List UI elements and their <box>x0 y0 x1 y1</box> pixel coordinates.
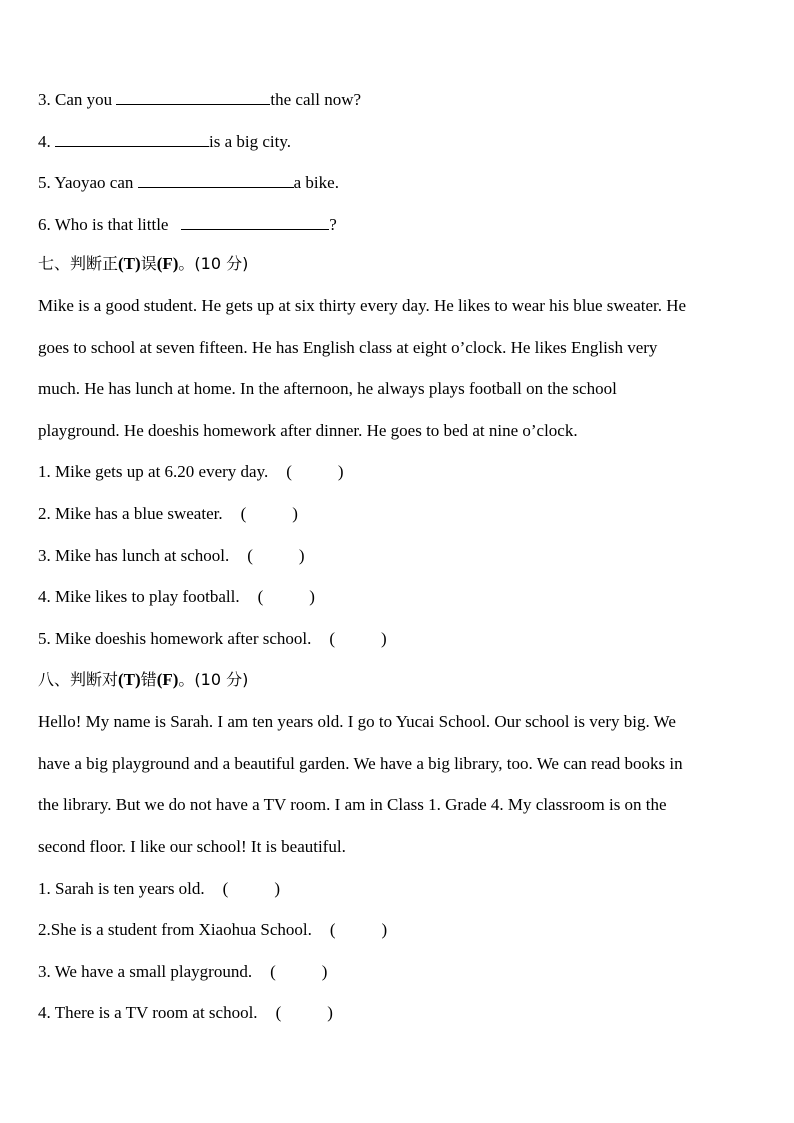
fill-blank-prefix: 4. <box>38 132 55 151</box>
passage-line: goes to school at seven fifteen. He has English class at eight o’clock. He likes English very <box>38 338 658 357</box>
section-7-heading <box>38 254 758 274</box>
tf-question <box>38 504 758 524</box>
tf-question <box>38 587 758 607</box>
fill-blank-prefix: 5. Yaoyao can <box>38 173 138 192</box>
heading-text: 八、判断对 <box>38 670 119 689</box>
section-8-heading <box>38 670 758 690</box>
passage-line: have a big playground and a beautiful garden. We have a big library, too. We can read books in <box>38 754 683 773</box>
tf-question <box>38 1003 758 1023</box>
fill-blank-suffix: ? <box>329 215 337 234</box>
passage-line: Hello! My name is Sarah. I am ten years old. I go to Yucai School. Our school is very big. We <box>38 712 676 731</box>
fill-blank-suffix: a bike. <box>293 173 339 192</box>
heading-text: 误 <box>140 254 157 273</box>
passage-line: Mike is a good student. He gets up at six thirty every day. He likes to wear his blue sweater. He <box>38 296 687 315</box>
question-text: 5. Mike doeshis homework after school. <box>38 629 312 648</box>
question-text: 2. Mike has a blue sweater. <box>38 504 223 523</box>
question-text: 3. Mike has lunch at school. <box>38 546 230 565</box>
answer-blank[interactable] <box>55 130 209 147</box>
heading-text: 七、判断正 <box>38 254 119 273</box>
answer-parentheses[interactable]: ( ) <box>240 504 298 523</box>
heading-text: 错 <box>140 670 157 689</box>
question-text: 3. We have a small playground. <box>38 962 253 981</box>
heading-text: (F) <box>156 254 179 273</box>
question-text: 4. There is a TV room at school. <box>38 1003 258 1022</box>
passage-line: much. He has lunch at home. In the afternoon, he always plays football on the school <box>38 379 617 398</box>
answer-parentheses[interactable]: ( ) <box>286 462 344 481</box>
answer-parentheses[interactable]: ( ) <box>329 920 388 939</box>
fill-blank-prefix: 3. Can you <box>38 90 117 109</box>
passage-line: second floor. I like our school! It is beautiful. <box>38 837 346 856</box>
answer-parentheses[interactable]: ( ) <box>270 962 328 981</box>
tf-question <box>38 462 758 482</box>
question-text: 4. Mike likes to play football. <box>38 587 240 606</box>
tf-question <box>38 546 758 566</box>
tf-question <box>38 629 758 649</box>
answer-blank[interactable] <box>116 88 270 105</box>
fill-blank-item <box>38 171 758 193</box>
passage-line: the library. But we do not have a TV room. I am in Class 1. Grade 4. My classroom is on the <box>38 795 667 814</box>
fill-blank-item <box>38 88 758 110</box>
heading-text: 。(10 分) <box>178 670 249 689</box>
tf-question <box>38 879 758 899</box>
question-text: 1. Mike gets up at 6.20 every day. <box>38 462 269 481</box>
question-text: 1. Sarah is ten years old. <box>38 879 205 898</box>
tf-question <box>38 962 758 982</box>
answer-blank[interactable] <box>138 171 294 188</box>
fill-blank-item <box>38 130 758 152</box>
answer-parentheses[interactable]: ( ) <box>329 629 387 648</box>
answer-parentheses[interactable]: ( ) <box>275 1003 333 1022</box>
fill-blank-suffix: is a big city. <box>209 132 291 151</box>
answer-blank[interactable] <box>181 213 329 230</box>
passage-line: playground. He doeshis homework after dinner. He goes to bed at nine o’clock. <box>38 421 578 440</box>
tf-question <box>38 920 758 940</box>
heading-text: (T) <box>118 670 141 689</box>
answer-parentheses[interactable]: ( ) <box>257 587 315 606</box>
fill-blank-item <box>38 213 758 235</box>
answer-parentheses[interactable]: ( ) <box>247 546 305 565</box>
fill-blank-prefix: 6. Who is that little <box>38 215 173 234</box>
heading-text: (F) <box>156 670 179 689</box>
fill-blank-suffix: the call now? <box>270 90 362 109</box>
answer-parentheses[interactable]: ( ) <box>222 879 280 898</box>
question-text: 2.She is a student from Xiaohua School. <box>38 920 312 939</box>
heading-text: (T) <box>118 254 141 273</box>
heading-text: 。(10 分) <box>178 254 249 273</box>
